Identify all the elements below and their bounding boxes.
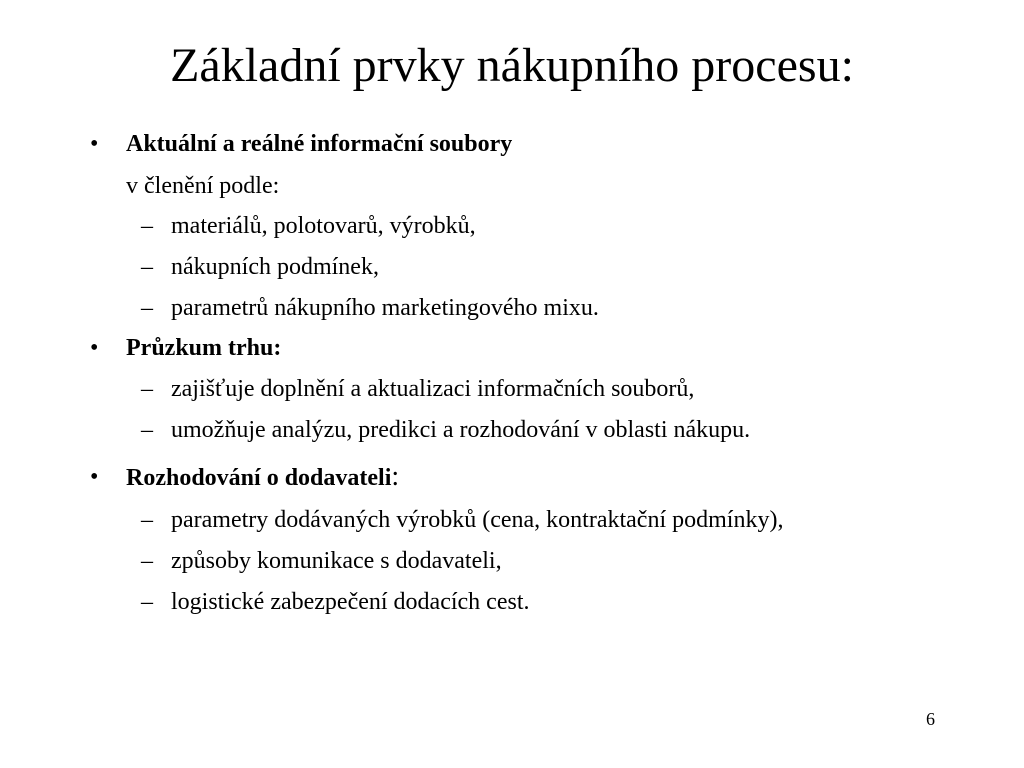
page-number: 6 [926, 709, 935, 729]
section-heading-text: Rozhodování o dodavateli [126, 465, 392, 491]
list-item [141, 294, 599, 322]
dash-marker: – [141, 376, 153, 402]
section-heading-informacni-soubory [90, 130, 513, 158]
list-item-text: umožňuje analýzu, predikci a rozhodování v oblasti nákupu. [171, 417, 751, 443]
heading-colon: : [391, 461, 400, 492]
dash-marker: – [141, 254, 153, 280]
dash-marker: – [141, 295, 153, 321]
list-item-text: materiálů, polotovarů, výrobků, [171, 213, 476, 239]
section-heading-pruzkum-trhu [90, 334, 282, 362]
list-item [141, 588, 530, 616]
list-item [141, 375, 695, 403]
list-item-text: způsoby komunikace s dodavateli, [171, 548, 502, 574]
list-item [141, 416, 751, 444]
bullet-marker: • [90, 464, 99, 490]
list-item [141, 506, 784, 534]
section-heading-rozhodovani [90, 461, 400, 492]
list-item-text: parametrů nákupního marketingového mixu. [171, 295, 599, 321]
bullet-marker: • [90, 131, 99, 157]
section-intro-text: v členění podle: [126, 173, 280, 199]
list-item [141, 253, 379, 281]
list-item-text: logistické zabezpečení dodacích cest. [171, 589, 530, 615]
dash-marker: – [141, 507, 153, 533]
dash-marker: – [141, 548, 153, 574]
list-item-text: nákupních podmínek, [171, 254, 379, 280]
section-heading-text: Aktuální a reálné informační soubory [126, 131, 513, 157]
bullet-marker: • [90, 335, 99, 361]
list-item [141, 547, 502, 575]
list-item [141, 212, 476, 240]
dash-marker: – [141, 213, 153, 239]
section-heading-text: Průzkum trhu: [126, 335, 282, 361]
slide-title: Základní prvky nákupního procesu: [170, 39, 854, 92]
dash-marker: – [141, 589, 153, 615]
list-item-text: zajišťuje doplnění a aktualizaci informačních souborů, [171, 376, 695, 402]
dash-marker: – [141, 417, 153, 443]
list-item-text: parametry dodávaných výrobků (cena, kontraktační podmínky), [171, 507, 784, 533]
